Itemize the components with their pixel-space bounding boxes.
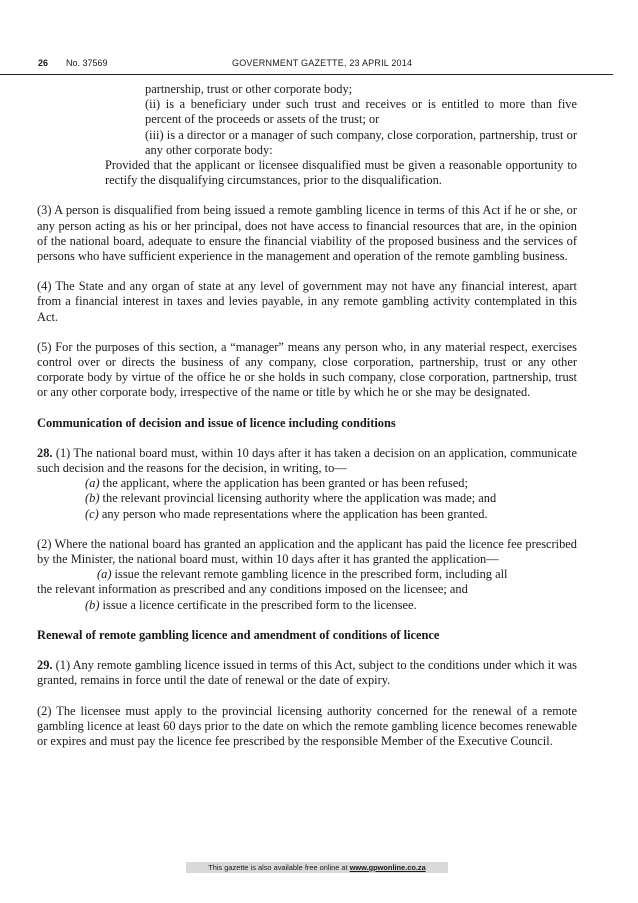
gazette-title: GOVERNMENT GAZETTE, 23 APRIL 2014: [232, 58, 413, 68]
paragraph-4: (4) The State and any organ of state at any level of government may not have any financial interest, apart from a financial interest in taxes and levies payable, in any remote gambling activity contemplated in this Act.: [37, 279, 577, 324]
section-29-number: 29.: [37, 658, 53, 673]
section-29-sub-1: [37, 658, 577, 688]
section-29-sub-2: (2) The licensee must apply to the provincial licensing authority concerned for the renewal of a remote gambling licence at least 60 days prior to the date on which the remote gambling licence becomes renewable or expires and must pay the licence fee prescribed by the responsible Member of the Executive Council.: [37, 703, 577, 748]
section-28-sub-2-item-b: (b) issue a licence certificate in the prescribed form to the licensee.: [85, 597, 417, 612]
paragraph-5: (5) For the purposes of this section, a “manager” means any person who, in any material respect, exercises control over or directs the business of any company, close corporation, partnership, trust or any other corporate body by virtue of the office he or she holds in such company, close corporation, partnership, trust or any other corporate body, irrespective of the name or title by which he or she may be designated.: [37, 339, 577, 400]
section-28-intro: [37, 446, 577, 476]
section-29-sub-1-text: (1) Any remote gambling licence issued in terms of this Act, subject to the conditions under which it was granted, remains in force until the date of renewal or the date of expiry.: [37, 658, 577, 688]
footer-link[interactable]: www.gpwonline.co.za: [349, 863, 426, 872]
section-28-item-c: (c) any person who made representations where the application has been granted.: [85, 506, 488, 521]
section-28-heading: Communication of decision and issue of licence including conditions: [37, 415, 396, 430]
footer-text: This gazette is also available free online at: [208, 863, 350, 872]
section-28-sub-2-item-a-cont: the relevant information as prescribed and any conditions imposed on the licensee; and: [37, 582, 468, 597]
item-iii: (iii) is a director or a manager of such company, close corporation, partnership, trust or any other corporate body:: [145, 127, 577, 157]
paragraph-3: (3) A person is disqualified from being issued a remote gambling licence in terms of this Act if he or she, or any person acting as his or her principal, does not have access to financial resources that are, in the opinion of the national board, adequate to ensure the financial viability of the proposed business and the services of persons who have sufficient experience in the management and operation of the remote gambling business.: [37, 203, 577, 264]
section-28-item-b: (b) the relevant provincial licensing authority where the application was made; and: [85, 491, 497, 506]
proviso: Provided that the applicant or licensee disqualified must be given a reasonable opportunity to rectify the disqualifying circumstances, prior to the disqualification.: [105, 158, 577, 188]
section-28-number: 28.: [37, 445, 53, 460]
continuation-line: partnership, trust or other corporate body;: [145, 82, 353, 96]
section-28-item-a: (a) the applicant, where the application has been granted or has been refused;: [85, 476, 468, 491]
section-28-sub-2-item-a: (a) issue the relevant remote gambling licence in the prescribed form, including all: [97, 567, 508, 582]
footer-banner: [186, 862, 448, 873]
section-28-sub-2: (2) Where the national board has granted an application and the applicant has paid the licence fee prescribed by the Minister, the national board must, within 10 days after it has granted the application—: [37, 536, 577, 567]
section-29-heading: Renewal of remote gambling licence and amendment of conditions of licence: [37, 627, 440, 642]
page-number: 26: [38, 58, 49, 68]
issue-number: No. 37569: [66, 58, 108, 68]
document-body: [37, 82, 577, 749]
section-28-intro-text: (1) The national board must, within 10 days after it has taken a decision on an application, communicate such decision and the reasons for the decision, in writing, to—: [37, 445, 577, 476]
item-ii: (ii) is a beneficiary under such trust and receives or is entitled to more than five percent of the proceeds or assets of the trust; or: [145, 97, 577, 127]
header-rule: [0, 74, 613, 75]
page-header: [0, 58, 638, 72]
